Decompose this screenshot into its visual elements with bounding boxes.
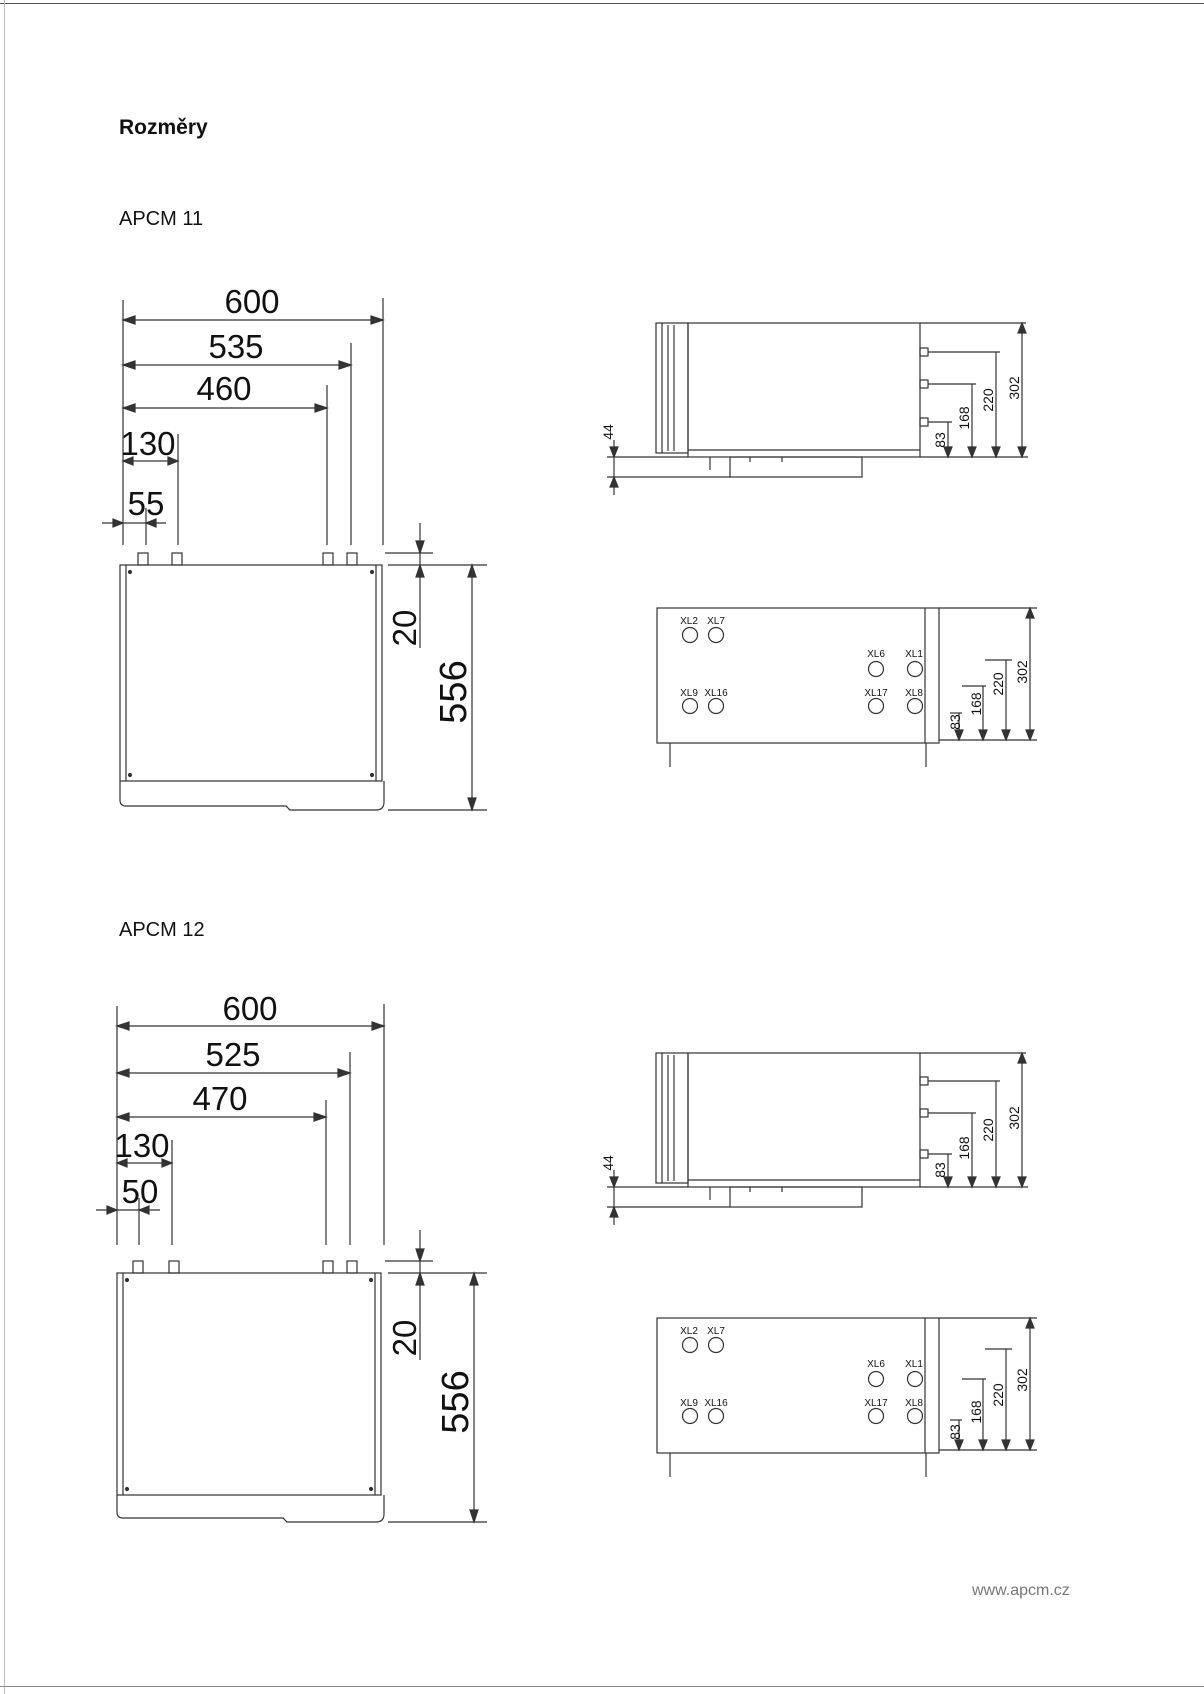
dim-side-83: 83 — [932, 1162, 948, 1178]
dim-depth-556: 556 — [435, 1370, 477, 1434]
dim-rear-302: 302 — [1014, 660, 1030, 684]
dim-width-600: 600 — [224, 283, 280, 320]
dim-line-44 — [610, 440, 618, 495]
dim-offset-20: 20 — [386, 1319, 423, 1357]
connection-xl6 — [869, 1372, 884, 1387]
model-title-apcm-11: APCM 11 — [119, 208, 204, 230]
unit-body-front — [120, 565, 382, 781]
dim-width-130: 130 — [120, 425, 176, 462]
label-xl8: XL8 — [905, 1398, 923, 1409]
label-xl8: XL8 — [905, 688, 923, 699]
dim-width-600: 600 — [222, 990, 278, 1027]
label-xl16: XL16 — [704, 688, 728, 699]
rear-dim-line-220 — [1002, 660, 1010, 740]
dim-side-83: 83 — [932, 432, 948, 448]
connection-xl1 — [908, 1372, 923, 1387]
front-view-apcm-12 — [96, 990, 487, 1522]
side-view-apcm-11 — [600, 323, 1028, 495]
dim-side-220: 220 — [980, 1118, 996, 1142]
dim-width-470: 470 — [192, 1080, 248, 1117]
label-xl16: XL16 — [704, 1398, 728, 1409]
connection-xl9 — [683, 699, 698, 714]
label-xl6: XL6 — [867, 1359, 885, 1370]
dim-width-55: 55 — [127, 485, 165, 522]
dim-line-44 — [610, 1170, 618, 1225]
connection-xl8 — [908, 699, 923, 714]
connection-xl6 — [869, 662, 884, 677]
connection-xl2 — [683, 1338, 698, 1353]
dim-rear-168: 168 — [968, 1400, 984, 1424]
label-xl6: XL6 — [867, 649, 885, 660]
label-xl2: XL2 — [680, 1326, 698, 1337]
dim-width-525: 525 — [205, 1036, 261, 1073]
dim-offset-20: 20 — [386, 609, 423, 647]
connection-xl7 — [709, 1338, 724, 1353]
label-xl17: XL17 — [864, 688, 888, 699]
dim-width-130: 130 — [114, 1127, 170, 1164]
side-view-apcm-12 — [600, 1053, 1028, 1225]
dim-rear-168: 168 — [968, 692, 984, 716]
footer-website[interactable]: www.apcm.cz — [972, 1582, 1070, 1599]
dim-side-168: 168 — [956, 406, 972, 430]
dim-side-168: 168 — [956, 1136, 972, 1160]
dim-base-44: 44 — [600, 1155, 616, 1171]
dim-rear-220: 220 — [990, 672, 1006, 696]
label-xl9: XL9 — [680, 1398, 698, 1409]
dim-width-460: 460 — [196, 370, 252, 407]
label-xl1: XL1 — [905, 649, 923, 660]
connection-xl1 — [908, 662, 923, 677]
dim-side-302: 302 — [1006, 376, 1022, 400]
rear-view-apcm-12 — [657, 1318, 1037, 1477]
label-xl7: XL7 — [707, 1326, 725, 1337]
label-xl7: XL7 — [707, 616, 725, 627]
connection-xl17 — [869, 1409, 884, 1424]
page-heading: Rozměry — [119, 116, 208, 139]
connection-xl8 — [908, 1409, 923, 1424]
connection-xl17 — [869, 699, 884, 714]
front-view-apcm-11 — [102, 283, 487, 810]
rear-view-apcm-11 — [657, 608, 1037, 767]
unit-body-front — [117, 1273, 381, 1495]
dim-rear-83: 83 — [947, 714, 963, 730]
dim-width-50: 50 — [121, 1173, 159, 1210]
label-xl2: XL2 — [680, 616, 698, 627]
connection-xl16 — [709, 1409, 724, 1424]
model-title-apcm-12: APCM 12 — [119, 919, 205, 941]
connection-xl9 — [683, 1409, 698, 1424]
label-xl9: XL9 — [680, 688, 698, 699]
dim-depth-556: 556 — [433, 660, 475, 724]
dim-side-220: 220 — [980, 388, 996, 412]
dim-base-44: 44 — [600, 424, 616, 440]
connection-xl7 — [709, 628, 724, 643]
dim-rear-302: 302 — [1014, 1368, 1030, 1392]
dim-rear-220: 220 — [990, 1383, 1006, 1407]
connection-xl2 — [683, 628, 698, 643]
label-xl17: XL17 — [864, 1398, 888, 1409]
label-xl1: XL1 — [905, 1359, 923, 1370]
dim-rear-83: 83 — [947, 1424, 963, 1440]
dim-side-302: 302 — [1006, 1106, 1022, 1130]
dim-width-535: 535 — [208, 328, 264, 365]
connection-xl16 — [709, 699, 724, 714]
